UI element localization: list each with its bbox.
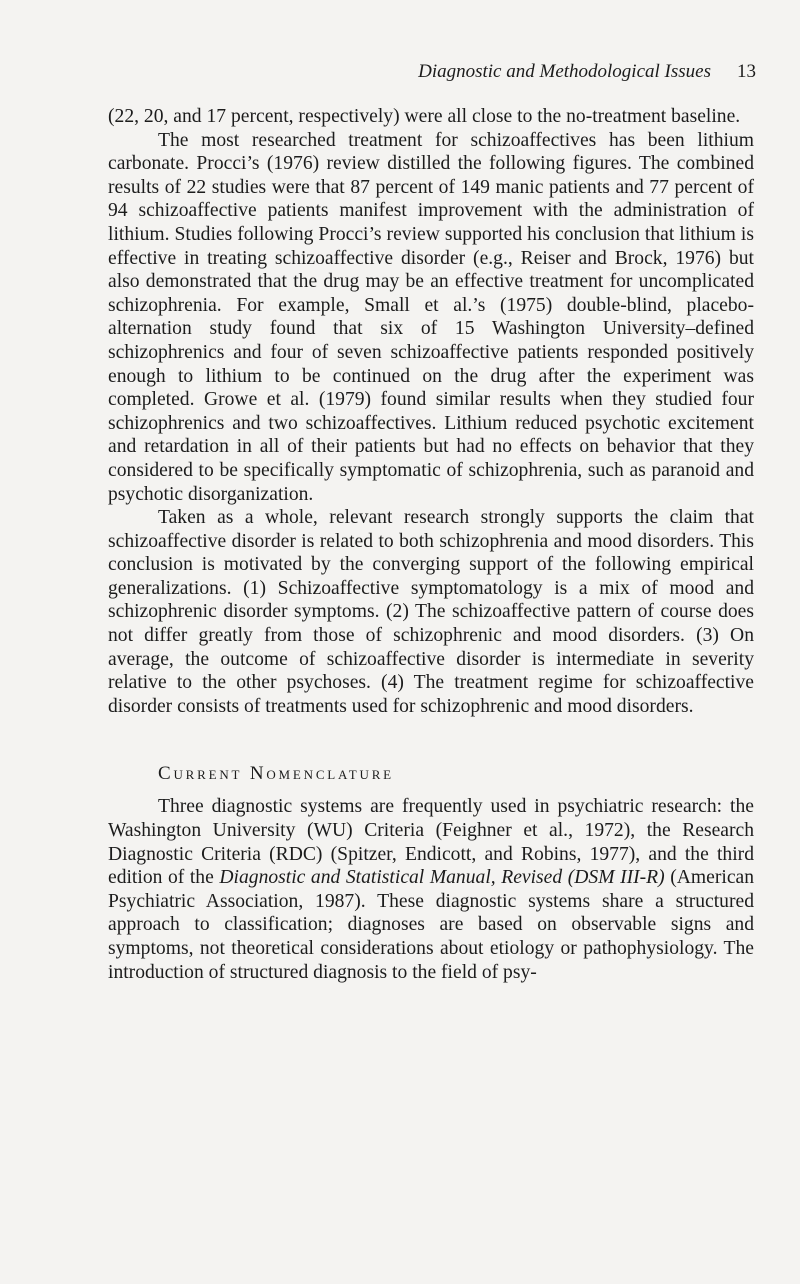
running-head — [108, 60, 756, 84]
paragraph-lithium: The most researched treatment for schizoaffectives has been lithium carbonate. Procci’s (1976) review distilled the following figures. The combined results of 22 studies were that 87 percent of 149 manic patients and 77 percent of 94 schizoaffective patients manifest improvement with the administration of lithium. Studies following Procci’s review supported his conclusion that lithium is effective in treating schizoaffective disorder (e.g., Reiser and Brock, 1976) but also demonstrated that the drug may be an effective treatment for uncomplicated schizophrenia. For example, Small et al.’s (1975) double-blind, placebo-alternation study found that six of 15 Washington University–defined schizophrenics and four of seven schizoaffective patients responded positively enough to lithium to be continued on the drug after the experiment was completed. Growe et al. (1979) found similar results when they studied four schizophrenics and two schizoaffectives. Lithium reduced psychotic excitement and retardation in all of their patients but had no effects on behavior that they considered to be specifically symptomatic of schizophrenia, such as paranoid and psychotic disorganization. — [108, 129, 754, 505]
section-heading: Current Nomenclature — [158, 763, 394, 785]
body-text — [108, 105, 754, 984]
dsm-title-italic: Diagnostic and Statistical Manual, Revised (DSM III-R) — [219, 867, 665, 889]
running-head-title: Diagnostic and Methodological Issues — [418, 61, 711, 82]
paragraph-text-part1: Three diagnostic systems are frequently used in psychiatric research: the Washington University (WU) Criteria (Feighner et al., 1972), the Research Diagnostic Criteria (RDC) (Spitzer, Endicott, and Robins, 1977), and the third edition of the — [108, 796, 754, 889]
paragraph-text-part2: (American Psychiatric Association, 1987). These diagnostic systems share a structured approach to classification; diagnoses are based on observable signs and symptoms, not theoretical considerations about etiology or pathophysiology. The introduction of structured diagnosis to the field of psy- — [108, 867, 755, 983]
paragraph-nomenclature — [108, 795, 754, 984]
paragraph-summary: Taken as a whole, relevant research strongly supports the claim that schizoaffective disorder is related to both schizophrenia and mood disorders. This conclusion is motivated by the converging support of the following empirical generalizations. (1) Schizoaffective symptomatology is a mix of mood and schizophrenic disorder symptoms. (2) The schizoaffective pattern of course does not differ greatly from those of schizophrenic and mood disorders. (3) On average, the outcome of schizoaffective disorder is intermediate in severity relative to the other psychoses. (4) The treatment regime for schizoaffective disorder consists of treatments used for schizophrenic and mood disorders. — [108, 507, 754, 717]
paragraph-continuation: (22, 20, and 17 percent, respectively) were all close to the no-treatment baseline. — [108, 106, 741, 127]
page-number: 13 — [737, 61, 756, 82]
